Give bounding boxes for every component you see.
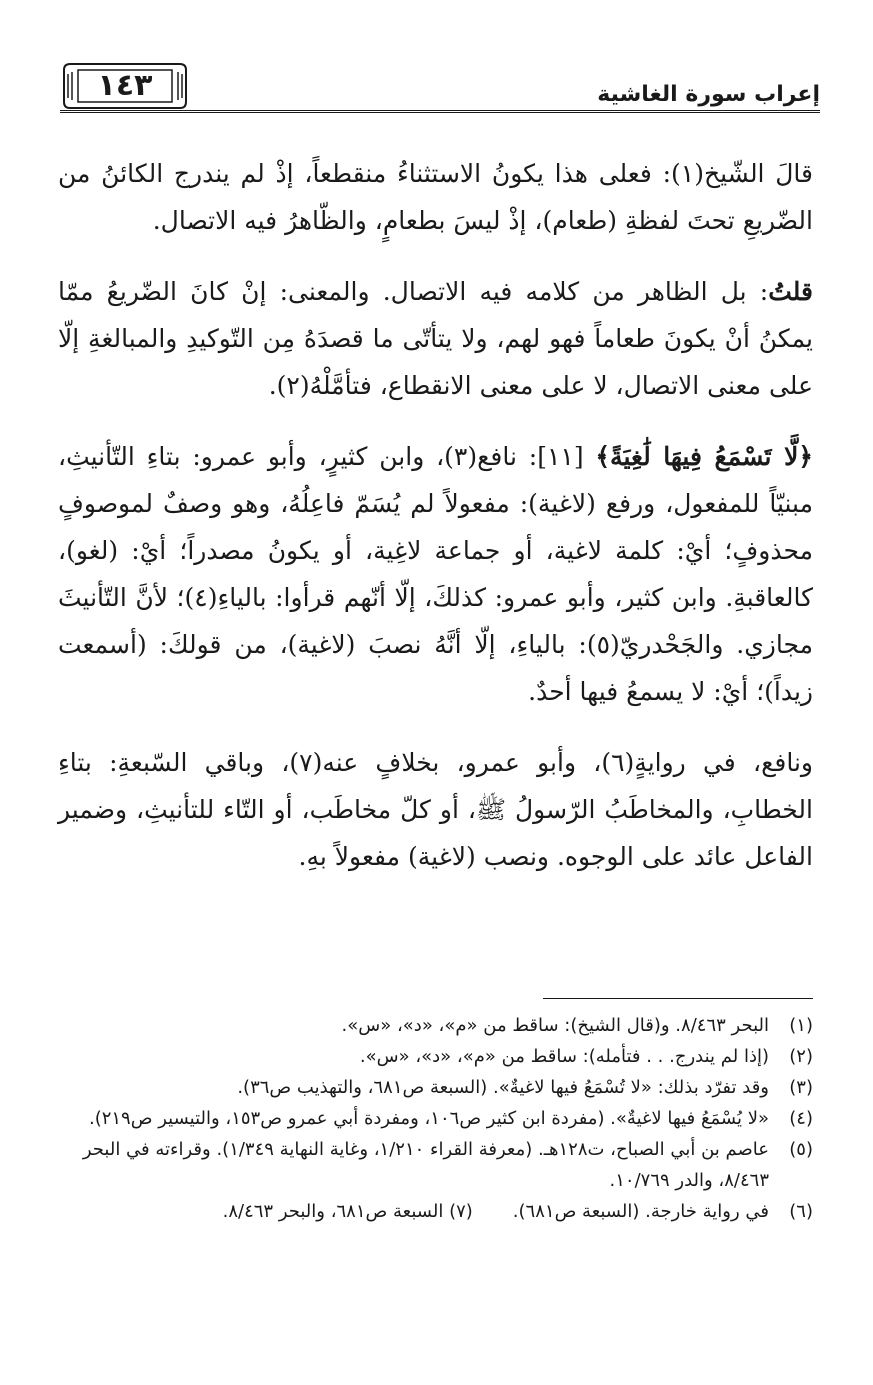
footnote-text: «لا يُسْمَعُ فيها لاغيةٌ». (مفردة ابن كثير ص١٠٦، ومفردة أبي عمرو ص١٥٣، والتيسير ص٢١٩). <box>88 1108 769 1129</box>
footnote-number: (٣) <box>789 1077 813 1098</box>
footnote-number: (٤) <box>789 1108 813 1129</box>
chapter-title: إعراب سورة الغاشية <box>597 82 820 107</box>
footnote-number: (٧) <box>449 1201 473 1222</box>
footnote-text: (إذا لم يندرج. . . فتأمله): ساقط من «م»، «د»، «س». <box>359 1046 769 1067</box>
footnote-text: وقد تفرّد بذلك: «لا تُسْمَعُ فيها لاغيةٌ». (السبعة ص٦٨١، والتهذيب ص٣٦). <box>237 1077 769 1098</box>
main-text <box>58 150 813 904</box>
quran-verse: ﴿لَّا تَسْمَعُ فِيهَا لَٰغِيَةً﴾ <box>595 442 813 471</box>
footnote-number: (٢) <box>789 1046 813 1067</box>
paragraph-text: [١١]: نافع(٣)، وابن كثيرٍ، وأبو عمرو: بتاءِ التّأنيثِ، مبنيّاً للمفعول، ورفع (لاغية): مفعولاً لم يُسَمّ فاعِلُهُ، وهو وصفٌ لموصوفٍ محذوفٍ؛ أيْ: كلمة لاغية، أو جماعة لاغِية، أو يكونُ مصدراً؛ أيْ: (لغو)، كالعاقبةِ. وابن كثير، وأبو عمرو: كذلكَ، إلّا أنّهم قرأوا: بالياءِ(٤)؛ لأنَّ التّأنيثَ مجازي. والجَحْدريّ(٥): بالياءِ، إلّا أنَّهُ نصبَ (لاغية)، من قولكَ: (أسمعت زيداً)؛ أيْ: لا يسمعُ فيها أحدٌ. <box>58 442 813 706</box>
paragraph-lead: قلتُ <box>768 277 813 306</box>
footnotes <box>58 1010 813 1227</box>
footnote-separator <box>543 998 813 999</box>
footnote <box>58 1010 813 1041</box>
footnote <box>58 1041 813 1072</box>
paragraph <box>58 433 813 715</box>
running-header <box>60 60 820 122</box>
paragraph <box>58 150 813 244</box>
footnote-text: عاصم بن أبي الصباح، ت١٢٨هـ. (معرفة القراء ١/٢١٠، وغاية النهاية ١/٣٤٩). وقراءته في البحر ٨/٤٦٣، والدر ١٠/٧٦٩. <box>82 1139 769 1191</box>
footnote-text <box>58 1196 769 1227</box>
footnote <box>58 1134 813 1196</box>
footnote-number: (٦) <box>789 1201 813 1222</box>
footnote <box>58 1196 813 1227</box>
paragraph-text: : بل الظاهر من كلامه فيه الاتصال. والمعنى: إنْ كانَ الضّريعُ ممّا يمكنُ أنْ يكونَ طعاماً فهو لهم، ولا يتأتّى ما قصدَهُ مِن التّوكيدِ والمبالغةِ إلّا على معنى الاتصال، لا على معنى الانقطاع، فتأمَّلْهُ(٢). <box>58 277 813 400</box>
footnote <box>58 1103 813 1134</box>
paragraph-text: قالَ الشّيخ(١): فعلى هذا يكونُ الاستثناءُ منقطعاً، إذْ لم يندرج الكائنُ من الضّريعِ تحتَ لفظةِ (طعام)، إذْ ليسَ بطعامٍ، والظّاهرُ فيه الاتصال. <box>58 159 813 235</box>
page-number: ١٤٣ <box>97 68 153 103</box>
footnote-number: (١) <box>789 1015 813 1036</box>
footnote-text-part: السبعة ص٦٨١، والبحر ٨/٤٦٣. <box>222 1201 444 1222</box>
header-rule <box>60 110 820 113</box>
paragraph <box>58 739 813 880</box>
paragraph-text: ونافع، في روايةٍ(٦)، وأبو عمرو، بخلافٍ عنه(٧)، وباقي السّبعةِ: بتاءِ الخطابِ، والمخاطَبُ الرّسولُ ﷺ، أو كلّ مخاطَب، أو التّاء للتأنيثِ، وضمير الفاعل عائد على الوجوه. ونصب (لاغية) مفعولاً بهِ. <box>58 748 813 871</box>
paragraph <box>58 268 813 409</box>
footnote-text: البحر ٨/٤٦٣. و(قال الشيخ): ساقط من «م»، «د»، «س». <box>341 1015 769 1036</box>
footnote-number: (٥) <box>789 1139 813 1160</box>
footnote-text-part: في رواية خارجة. (السبعة ص٦٨١). <box>512 1201 769 1222</box>
footnote <box>58 1072 813 1103</box>
page-number-badge <box>60 60 190 112</box>
